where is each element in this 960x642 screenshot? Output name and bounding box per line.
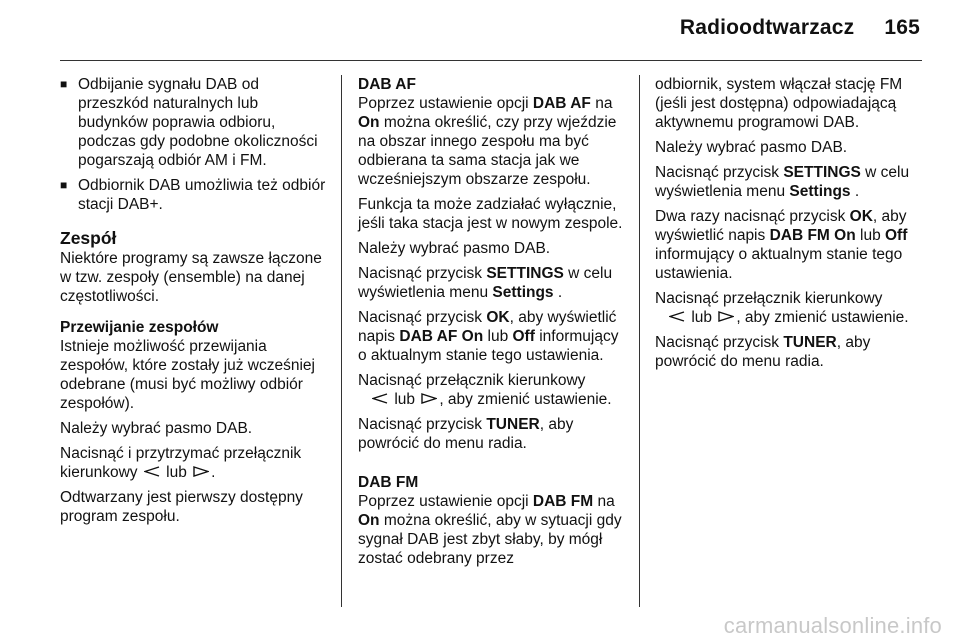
bullet-item: ■ Odbiornik DAB umożliwia też odbiór stacji DAB+. [60,177,326,213]
square-bullet-icon: ■ [60,77,68,91]
paragraph: Poprzez ustawienie opcji DAB AF na On można określić, czy przy wjeździe na obszar innego zespołu ma być odbierana ta sama stacja jak we wcześniejszym obszarze zespołu. [358,95,617,188]
arrow-right-icon [718,308,734,327]
arrow-left-icon [372,390,388,409]
column-divider [639,75,640,607]
paragraph: Niektóre programy są zawsze łączone w tzw. zespoły (ensemble) na danej częstotliwości. [60,250,322,305]
paragraph: Poprzez ustawienie opcji DAB FM na On można określić, aby w sytuacji gdy sygnał DAB jest zbyt słaby, by mógł zostać odebrany przez [358,493,622,567]
paragraph: Nacisnąć przełącznik kierunkowy lub , aby zmienić ustawienie. [655,290,909,326]
paragraph: Nacisnąć przycisk TUNER, aby powrócić do menu radia. [358,416,574,452]
page-title: Radioodtwarzacz [679,16,855,39]
paragraph: Nacisnąć przycisk OK, aby wyświetlić napis DAB AF On lub Off informujący o aktualnym stanie tego ustawienia. [358,309,619,364]
paragraph: odbiornik, system włączał stację FM (jeśli jest dostępna) odpowiadającą aktywnemu programowi DAB. [655,76,903,131]
paragraph: Nacisnąć przycisk SETTINGS w celu wyświetlenia menu Settings . [655,164,910,200]
paragraph: Istnieje możliwość przewijania zespołów, które zostały już wcześniej odebrane (musi być możliwy odbiór zespołów). [60,338,316,412]
paragraph: Odtwarzany jest pierwszy dostępny program zespołu. [60,489,303,525]
paragraph: Nacisnąć przełącznik kierunkowy lub , aby zmienić ustawienie. [358,372,612,408]
paragraph: Należy wybrać pasmo DAB. [60,420,253,437]
column-3 [655,75,925,377]
column-1 [60,75,330,532]
arrow-left-icon [669,308,685,327]
paragraph: Dwa razy nacisnąć przycisk OK, aby wyświetlić napis DAB FM On lub Off informujący o aktualnym stanie tego ustawienia. [655,208,908,282]
paragraph: Funkcja ta może zadziałać wyłącznie, jeśli taka stacja jest w nowym zespole. [358,196,623,232]
arrow-right-icon [421,390,437,409]
square-bullet-icon: ■ [60,178,68,192]
column-divider [341,75,342,607]
section-heading: DAB AF [358,76,416,93]
paragraph: Nacisnąć przycisk TUNER, aby powrócić do menu radia. [655,334,871,370]
section-heading: DAB FM [358,474,419,491]
subsection-heading: Przewijanie zespołów [60,319,219,336]
page-header [680,16,920,40]
paragraph: Należy wybrać pasmo DAB. [358,240,551,257]
bullet-item: ■ Odbijanie sygnału DAB od przeszkód naturalnych lub budynków poprawia odbioru, podczas gdy podobne okoliczności pogarszają odbiór AM i FM. [60,76,318,169]
column-2 [358,75,630,574]
arrow-left-icon [144,463,160,482]
paragraph: Nacisnąć i przytrzymać przełącznik kierunkowy lub . [60,445,302,481]
page-number: 165 [884,16,920,39]
watermark: carmanualsonline.info [723,613,942,638]
paragraph: Nacisnąć przycisk SETTINGS w celu wyświetlenia menu Settings . [358,265,613,301]
arrow-right-icon [193,463,209,482]
section-heading: Zespół [60,228,117,248]
header-rule [60,60,922,61]
paragraph: Należy wybrać pasmo DAB. [655,139,848,156]
